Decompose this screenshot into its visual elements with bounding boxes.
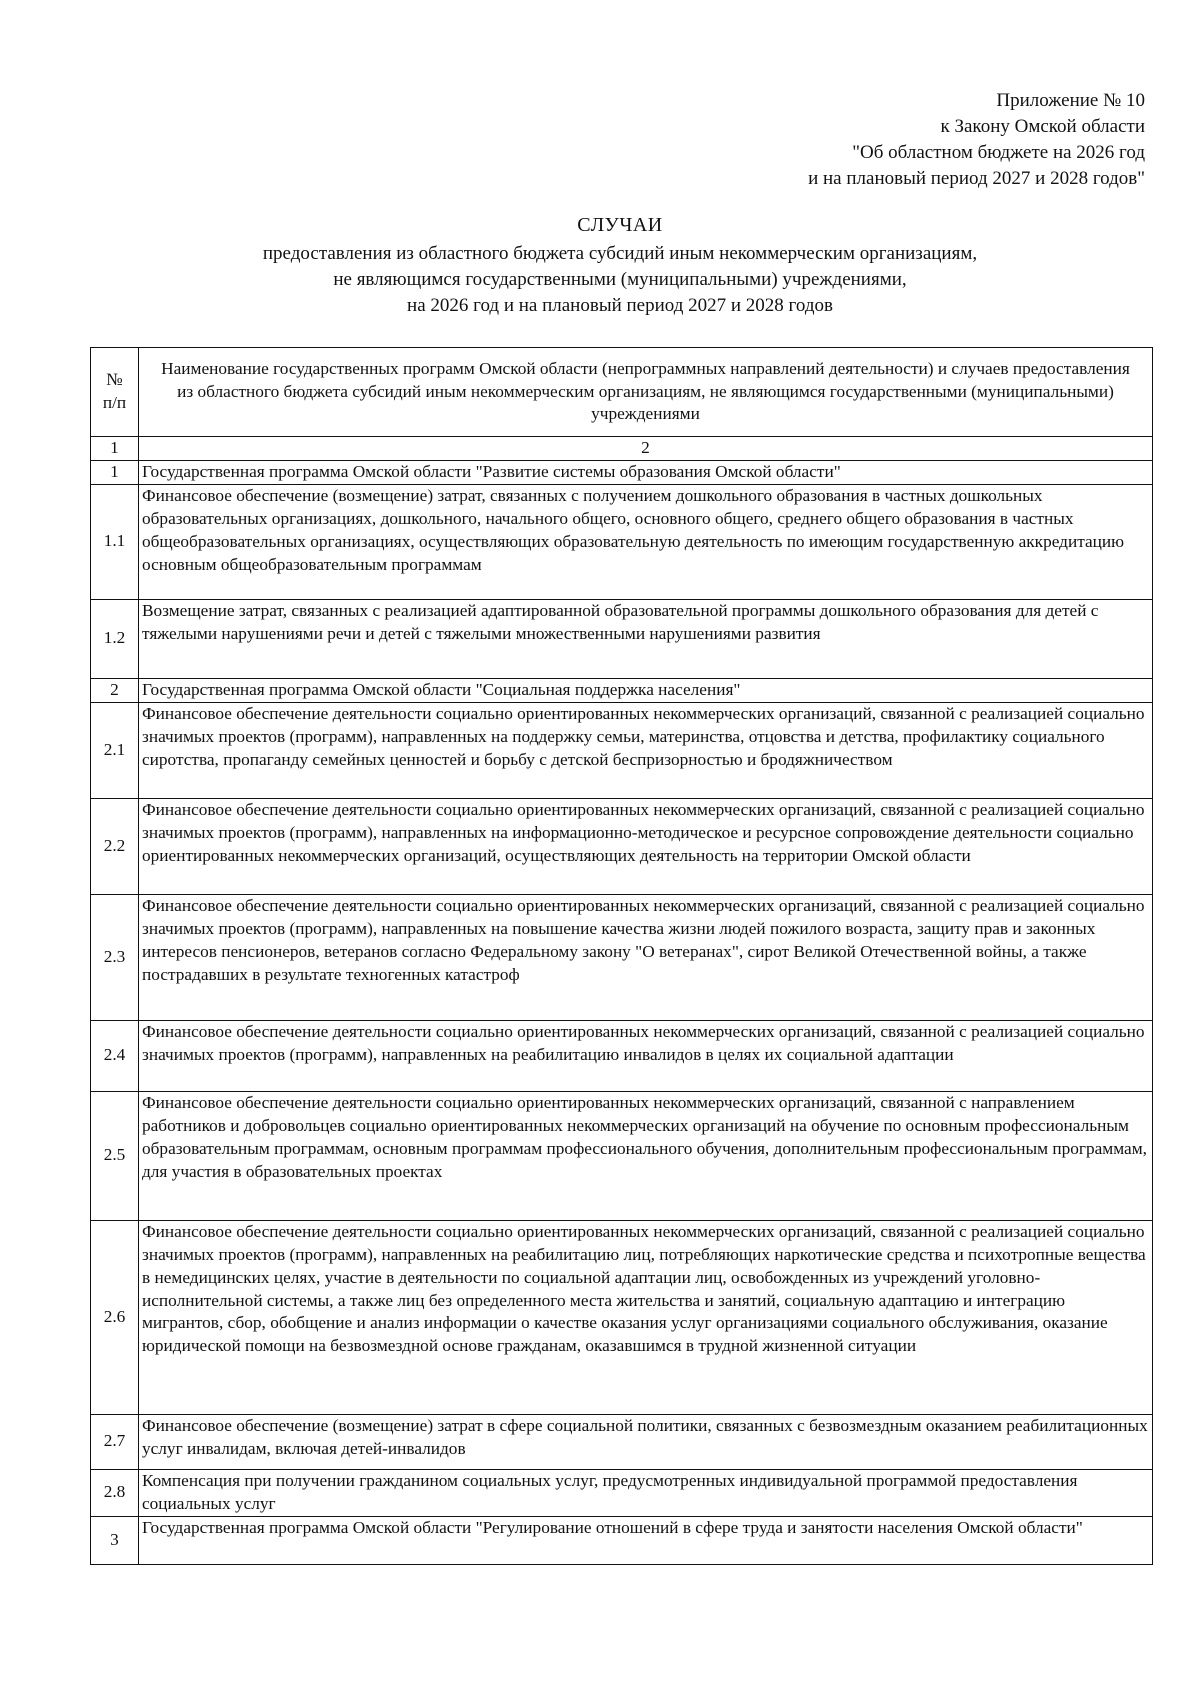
table-row <box>91 1414 1153 1469</box>
row-text: Компенсация при получении гражданином социальных услуг, предусмотренных индивидуальной программой предоставления социальных услуг <box>139 1469 1153 1516</box>
document-subtitle-line: не являющимся государственными (муниципальными) учреждениями, <box>333 269 907 290</box>
row-text: Финансовое обеспечение деятельности социально ориентированных некоммерческих организаций, связанной с реализацией социально значимых проектов (программ), направленных на повышение качества жизни людей пожилого возраста, защиту прав и законных интересов пенсионеров, ветеранов согласно Федеральному закону "О ветеранах", сирот Великой Отечественной войны, а также пострадавших в результате техногенных катастроф <box>139 894 1153 1020</box>
row-number: 2.2 <box>91 798 139 894</box>
table-row <box>91 1469 1153 1516</box>
table-row <box>91 484 1153 599</box>
row-text: Финансовое обеспечение деятельности социально ориентированных некоммерческих организаций, связанной с направлением работников и добровольцев социально ориентированных некоммерческих организаций на обучение по основным профессиональным образовательным программам, основным программам профессионального обучения, дополнительным профессиональным программам, для участия в образовательных проектах <box>139 1091 1153 1220</box>
column-index-row <box>91 437 1153 461</box>
row-number: 2 <box>91 678 139 702</box>
document-subtitle-line: предоставления из областного бюджета субсидий иным некоммерческим организациям, <box>262 243 978 264</box>
row-text: Финансовое обеспечение деятельности социально ориентированных некоммерческих организаций, связанной с реализацией социально значимых проектов (программ), направленных на информационно-методическое и ресурсное сопровождение деятельности социально ориентированных некоммерческих организаций, осуществляющих деятельность на территории Омской области <box>139 798 1153 894</box>
table-row <box>91 599 1153 678</box>
row-text: Финансовое обеспечение деятельности социально ориентированных некоммерческих организаций, связанной с реализацией социально значимых проектов (программ), направленных на поддержку семьи, материнства, отцовства и детства, профилактику социального сиротства, пропаганду семейных ценностей и борьбу с детской беспризорностью и бродяжничеством <box>139 702 1153 798</box>
table-row <box>91 702 1153 798</box>
table-header-row <box>91 348 1153 437</box>
document-heading <box>90 212 1150 319</box>
header-name-cell: Наименование государственных программ Омской области (непрограммных направлений деятельности) и случаев предоставления из областного бюджета субсидий иным некоммерческим организациям, не являющимся государственными (муниципальными) учреждениями <box>139 348 1153 437</box>
table-row <box>91 678 1153 702</box>
row-number: 2.4 <box>91 1020 139 1091</box>
table-row <box>91 1516 1153 1564</box>
table-row <box>91 461 1153 485</box>
table-row <box>91 894 1153 1020</box>
document-subtitle-line: на 2026 год и на плановый период 2027 и 2028 годов <box>407 295 833 316</box>
row-number: 1.1 <box>91 484 139 599</box>
row-number: 3 <box>91 1516 139 1564</box>
annex-line: и на плановый период 2027 и 2028 годов" <box>808 168 1145 189</box>
annex-line: к Закону Омской области <box>940 116 1145 137</box>
row-number: 2.1 <box>91 702 139 798</box>
row-text: Государственная программа Омской области "Развитие системы образования Омской области" <box>139 461 1153 485</box>
table-row <box>91 798 1153 894</box>
row-number: 2.5 <box>91 1091 139 1220</box>
column-index-cell: 1 <box>91 437 139 461</box>
row-text: Финансовое обеспечение деятельности социально ориентированных некоммерческих организаций, связанной с реализацией социально значимых проектов (программ), направленных на реабилитацию лиц, потребляющих наркотические средства и психотропные вещества в немедицинских целях, участие в деятельности по социальной адаптации лиц, освобожденных из учреждений уголовно-исполнительной системы, а также лиц без определенного места жительства и занятий, социальную адаптацию и интеграцию мигрантов, сбор, обобщение и анализ информации о качестве оказания услуг организациями социального обслуживания, оказание юридической помощи на безвозмездной основе гражданам, оказавшимся в трудной жизненной ситуации <box>139 1220 1153 1414</box>
row-number: 2.8 <box>91 1469 139 1516</box>
annex-line: "Об областном бюджете на 2026 год <box>852 142 1145 163</box>
subsidy-cases-table <box>90 347 1153 1565</box>
row-number: 2.7 <box>91 1414 139 1469</box>
row-text: Финансовое обеспечение (возмещение) затрат в сфере социальной политики, связанных с безвозмездным оказанием реабилитационных услуг инвалидам, включая детей-инвалидов <box>139 1414 1153 1469</box>
table-row <box>91 1091 1153 1220</box>
row-text: Возмещение затрат, связанных с реализацией адаптированной образовательной программы дошкольного образования для детей с тяжелыми нарушениями речи и детей с тяжелыми множественными нарушениями развития <box>139 599 1153 678</box>
row-number: 2.6 <box>91 1220 139 1414</box>
annex-line: Приложение № 10 <box>996 90 1145 111</box>
row-number: 2.3 <box>91 894 139 1020</box>
row-text: Финансовое обеспечение деятельности социально ориентированных некоммерческих организаций, связанной с реализацией социально значимых проектов (программ), направленных на реабилитацию инвалидов в целях их социальной адаптации <box>139 1020 1153 1091</box>
column-index-cell: 2 <box>139 437 1153 461</box>
row-text: Государственная программа Омской области "Регулирование отношений в сфере труда и занятости населения Омской области" <box>139 1516 1153 1564</box>
row-number: 1.2 <box>91 599 139 678</box>
row-text: Финансовое обеспечение (возмещение) затрат, связанных с получением дошкольного образования в частных дошкольных образовательных организациях, дошкольного, начального общего, основного общего, среднего общего образования в частных общеобразовательных организациях, осуществляющих образовательную деятельность по имеющим государственную аккредитацию основным общеобразовательным программам <box>139 484 1153 599</box>
row-number: 1 <box>91 461 139 485</box>
annex-header <box>808 88 1145 192</box>
header-number-cell: № п/п <box>91 348 139 437</box>
table-row <box>91 1020 1153 1091</box>
row-text: Государственная программа Омской области "Социальная поддержка населения" <box>139 678 1153 702</box>
document-title: СЛУЧАИ <box>577 214 663 236</box>
table-row <box>91 1220 1153 1414</box>
